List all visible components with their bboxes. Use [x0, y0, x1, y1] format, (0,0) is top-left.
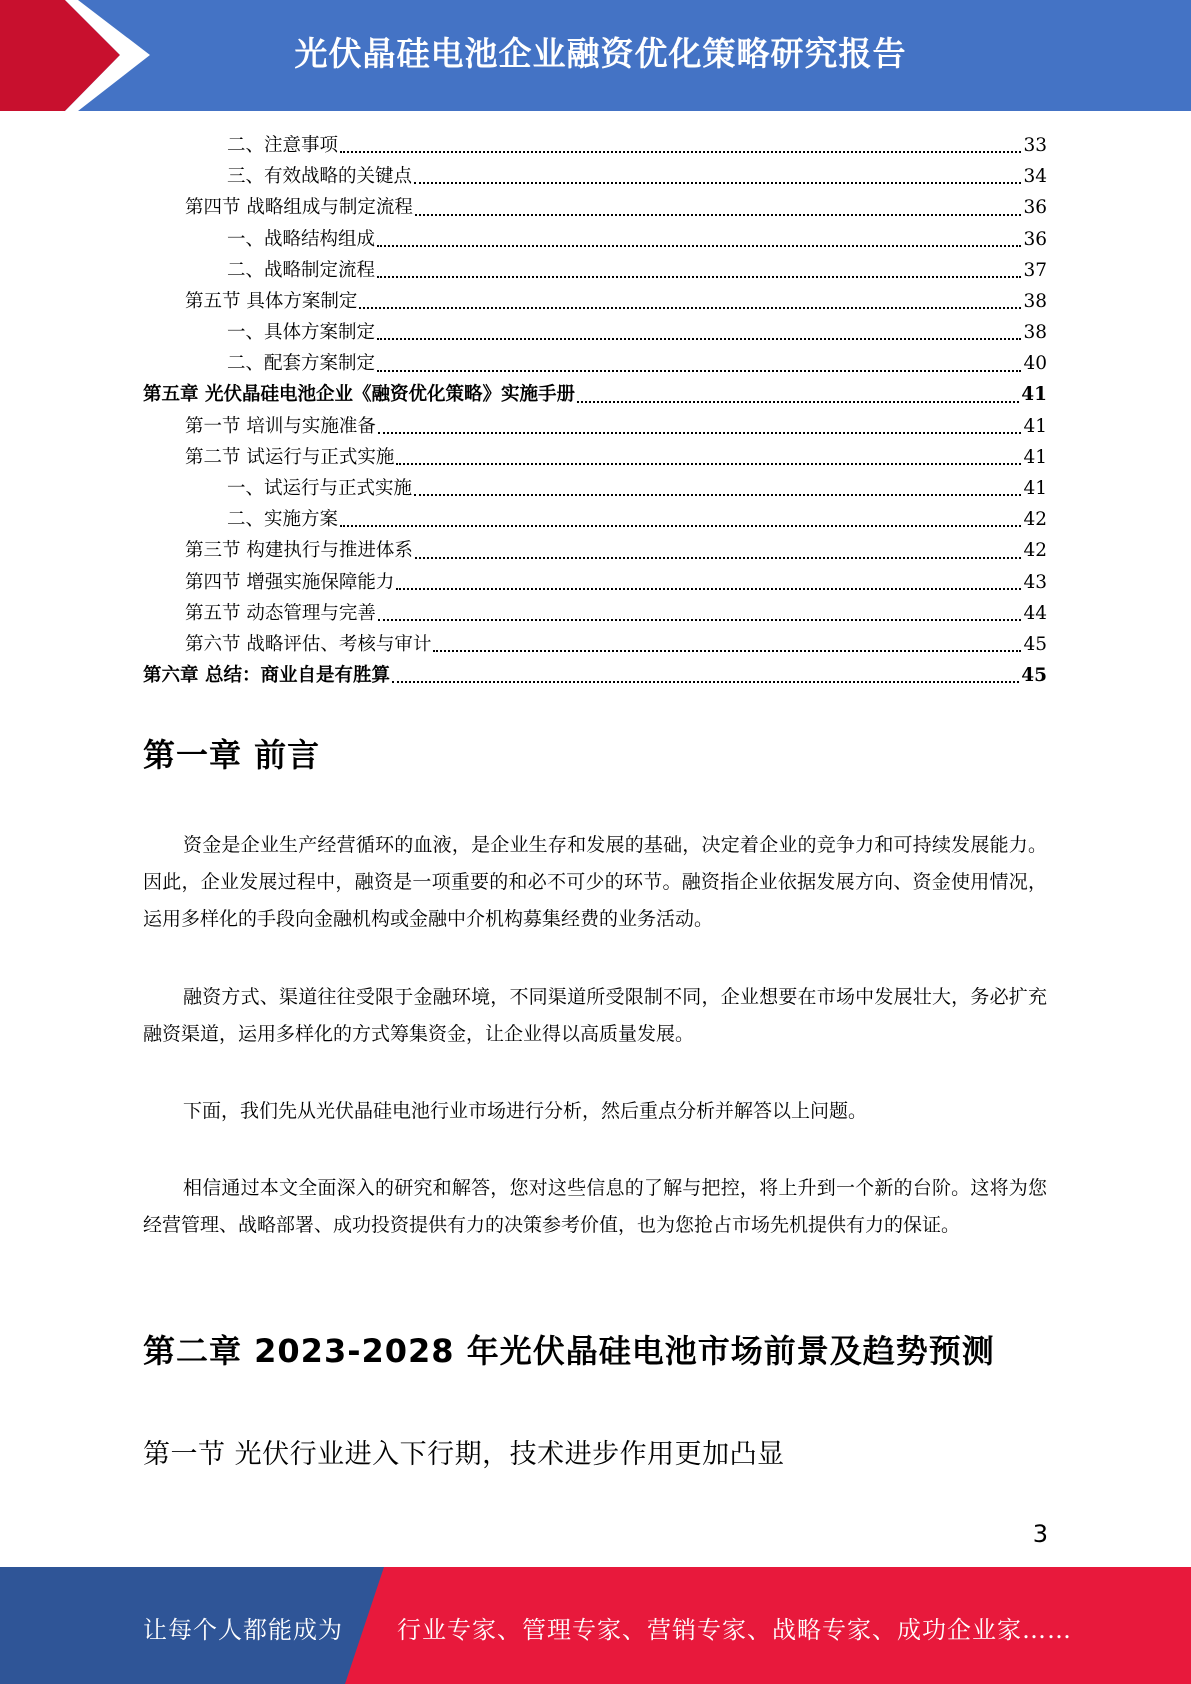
toc-entry[interactable] [143, 348, 1047, 379]
toc-entry[interactable] [143, 411, 1047, 442]
table-of-contents [143, 130, 1047, 691]
toc-entry-page: 42 [1023, 540, 1047, 562]
toc-entry[interactable] [143, 598, 1047, 629]
toc-entry[interactable] [143, 567, 1047, 598]
toc-entry-page: 41 [1023, 478, 1047, 500]
toc-entry[interactable] [143, 224, 1047, 255]
toc-entry[interactable] [143, 629, 1047, 660]
toc-entry[interactable] [143, 535, 1047, 566]
paragraph: 下面，我们先从光伏晶硅电池行业市场进行分析，然后重点分析并解答以上问题。 [183, 1100, 868, 1122]
toc-entry-title: 第五节 动态管理与完善 [185, 602, 376, 624]
toc-entry-page: 38 [1023, 290, 1047, 312]
toc-dot-leader [377, 245, 1021, 247]
toc-entry-title: 二、实施方案 [227, 509, 339, 531]
paragraph: 资金是企业生产经营循环的血液，是企业生存和发展的基础，决定着企业的竞争力和可持续发展能力。因此，企业发展过程中，融资是一项重要的和必不可少的环节。融资指企业依据发展方向、资金使用情况，运用多样化的手段向金融机构或金融中介机构募集经费的业务活动。 [143, 834, 1047, 930]
toc-dot-leader [396, 588, 1021, 590]
toc-entry-title: 第一节 培训与实施准备 [185, 415, 376, 437]
toc-entry[interactable] [143, 317, 1047, 348]
toc-entry-page: 44 [1023, 602, 1047, 624]
toc-entry-title: 三、有效战略的关键点 [227, 166, 413, 188]
page-footer [0, 1567, 1191, 1684]
footer-slogan-right: 行业专家、管理专家、营销专家、战略专家、成功企业家…… [397, 1616, 1072, 1644]
toc-entry-page: 45 [1023, 633, 1047, 655]
toc-entry[interactable] [143, 473, 1047, 504]
toc-entry-title: 第三节 构建执行与推进体系 [185, 540, 413, 562]
toc-entry-page: 34 [1023, 166, 1047, 188]
toc-dot-leader [340, 525, 1021, 527]
toc-entry-page: 33 [1023, 134, 1047, 156]
toc-entry-page: 38 [1023, 322, 1047, 344]
toc-entry[interactable] [143, 192, 1047, 223]
toc-entry-title: 第二节 试运行与正式实施 [185, 446, 395, 468]
toc-entry-title: 二、注意事项 [227, 134, 339, 156]
toc-dot-leader [415, 214, 1022, 216]
paragraph: 融资方式、渠道往往受限于金融环境，不同渠道所受限制不同，企业想要在市场中发展壮大，务必扩充融资渠道，运用多样化的方式筹集资金，让企业得以高质量发展。 [143, 986, 1047, 1045]
toc-entry-page: 36 [1023, 197, 1047, 219]
toc-entry-page: 40 [1023, 353, 1047, 375]
toc-entry[interactable] [143, 161, 1047, 192]
toc-entry-title: 第六节 战略评估、考核与审计 [185, 633, 432, 655]
toc-entry-title: 第四节 增强实施保障能力 [185, 571, 395, 593]
toc-entry-title: 一、战略结构组成 [227, 228, 376, 250]
toc-entry-title: 二、配套方案制定 [227, 353, 376, 375]
toc-entry[interactable] [143, 130, 1047, 161]
toc-entry[interactable] [143, 504, 1047, 535]
chapter-1-heading: 第一章 前言 [143, 736, 321, 774]
toc-entry[interactable] [143, 380, 1047, 411]
footer-slogan-left: 让每个人都能成为 [143, 1616, 343, 1644]
toc-entry[interactable] [143, 442, 1047, 473]
toc-entry-page: 41 [1023, 446, 1047, 468]
toc-dot-leader [396, 463, 1021, 465]
toc-dot-leader [433, 650, 1021, 652]
page-header [0, 0, 1191, 111]
toc-dot-leader [377, 338, 1021, 340]
toc-entry-title: 第五章 光伏晶硅电池企业《融资优化策略》实施手册 [143, 384, 575, 406]
toc-entry-title: 一、具体方案制定 [227, 322, 376, 344]
toc-dot-leader [377, 370, 1021, 372]
toc-entry-page: 42 [1023, 509, 1047, 531]
toc-entry[interactable] [143, 286, 1047, 317]
chapter-2-heading: 第二章 2023-2028 年光伏晶硅电池市场前景及趋势预测 [143, 1332, 995, 1370]
toc-entry[interactable] [143, 255, 1047, 286]
toc-entry-title: 第六章 总结：商业自是有胜算 [143, 665, 390, 687]
toc-entry-page: 41 [1023, 415, 1047, 437]
section-heading: 第一节 光伏行业进入下行期，技术进步作用更加凸显 [143, 1439, 785, 1470]
toc-entry-title: 二、战略制定流程 [227, 259, 376, 281]
toc-entry-page: 36 [1023, 228, 1047, 250]
toc-dot-leader [378, 619, 1022, 621]
toc-dot-leader [378, 432, 1022, 434]
page-number: 3 [1032, 1520, 1048, 1548]
report-title: 光伏晶硅电池企业融资优化策略研究报告 [294, 34, 907, 73]
toc-dot-leader [392, 681, 1019, 683]
toc-entry-page: 43 [1023, 571, 1047, 593]
toc-dot-leader [414, 182, 1021, 184]
toc-entry-page: 41 [1021, 384, 1047, 406]
toc-dot-leader [359, 307, 1021, 309]
toc-dot-leader [414, 494, 1021, 496]
toc-entry-page: 37 [1023, 259, 1047, 281]
toc-entry-title: 第五节 具体方案制定 [185, 290, 358, 312]
toc-entry[interactable] [143, 660, 1047, 691]
toc-dot-leader [340, 151, 1021, 153]
paragraph: 相信通过本文全面深入的研究和解答，您对这些信息的了解与把控，将上升到一个新的台阶。这将为您经营管理、战略部署、成功投资提供有力的决策参考价值，也为您抢占市场先机提供有力的保证。 [143, 1177, 1047, 1236]
toc-entry-title: 一、试运行与正式实施 [227, 478, 413, 500]
toc-entry-page: 45 [1021, 665, 1047, 687]
toc-dot-leader [415, 557, 1022, 559]
toc-dot-leader [377, 276, 1021, 278]
toc-entry-title: 第四节 战略组成与制定流程 [185, 197, 413, 219]
toc-dot-leader [577, 401, 1019, 403]
